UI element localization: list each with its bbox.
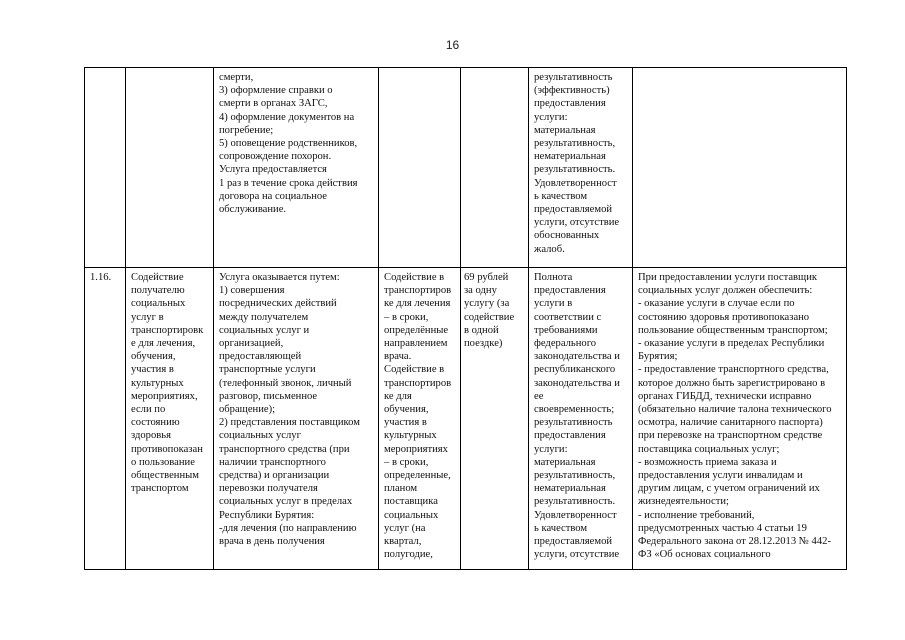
text-line: врача в день получения <box>219 536 325 548</box>
text-line: услугу (за <box>464 298 510 310</box>
text-line: социальных <box>384 509 439 521</box>
text-line: договора на социальное <box>219 190 328 202</box>
text-line: поставщика <box>384 496 438 508</box>
text-line: услуг (на <box>384 522 426 534</box>
service-name-cell <box>126 268 214 570</box>
text-line: Удовлетворенност <box>534 509 617 521</box>
text-line: противопоказан <box>131 443 203 455</box>
text-line: Республики Бурятия: <box>219 509 315 521</box>
text-line: 1) совершения <box>219 285 285 297</box>
text-line: обслуживание. <box>219 204 287 216</box>
text-line: (эффективность) <box>534 85 610 97</box>
text-line: предоставления услуги инвалидам и <box>638 470 803 482</box>
text-line: направлением <box>384 338 448 350</box>
service-name-cell <box>126 68 214 268</box>
text-line: - оказание услуги в пределах Республики <box>638 338 825 350</box>
text-line: Бурятия; <box>638 351 678 363</box>
text-line: о пользование <box>131 456 195 468</box>
text-line: определённые <box>384 324 449 336</box>
text-line: результативность <box>534 417 613 429</box>
text-line: обоснованных <box>534 230 600 242</box>
text-line: полугодие, <box>384 549 433 561</box>
text-line: определенные, <box>384 470 451 482</box>
text-line: услуг в <box>131 311 164 323</box>
text-line: При предоставлении услуги поставщик <box>638 272 818 283</box>
text-line: транспортные услуги <box>219 364 316 376</box>
text-line: социальных услуг и <box>219 324 310 336</box>
text-line: жизнедеятельности; <box>638 496 729 508</box>
description-cell <box>214 268 379 570</box>
text-line: общественным <box>131 470 199 482</box>
text-line: - исполнение требований, <box>638 509 755 521</box>
text-line: предоставляемой <box>534 536 613 548</box>
text-line: услуги, отсутствие <box>534 549 620 561</box>
text-line: сопровождение похорон. <box>219 151 332 163</box>
text-line: материальная <box>534 124 596 136</box>
text-line: транспортного средства (при <box>219 443 350 455</box>
text-line: погребение; <box>219 124 274 136</box>
text-line: ке для лечения <box>384 298 451 310</box>
conditions-cell <box>633 68 847 268</box>
text-line: транспортиров <box>384 285 452 297</box>
text-line: требованиями <box>534 324 598 336</box>
indicators-cell <box>529 268 633 570</box>
text-line: - предоставление транспортного средства, <box>638 364 829 376</box>
text-line: содействие <box>464 311 515 323</box>
terms-cell <box>379 268 461 570</box>
text-line: Услуга предоставляется <box>219 164 327 176</box>
indicators-cell <box>529 68 633 268</box>
text-line: своевременность; <box>534 404 615 416</box>
text-line: ь качеством <box>534 190 588 202</box>
text-line: организацией, <box>219 338 284 350</box>
text-line: 5) оповещение родственников, <box>219 138 358 150</box>
text-line: соответствии с <box>534 311 602 323</box>
text-line: транспортом <box>131 483 189 495</box>
text-line: участия в <box>131 364 174 376</box>
text-line: Содействие в <box>384 272 445 283</box>
text-line: в одной <box>464 324 499 336</box>
text-line: обучения, <box>131 351 176 363</box>
text-line: - оказание услуги в случае если по <box>638 298 795 310</box>
text-line: состоянию <box>131 417 180 429</box>
text-line: (телефонный звонок, личный <box>219 377 352 389</box>
description-cell <box>214 68 379 268</box>
text-line: результативность, <box>534 470 616 482</box>
text-line: Содействие <box>131 272 184 283</box>
text-line: перевозки получателя <box>219 483 318 495</box>
table-row <box>85 68 847 268</box>
text-line: федерального <box>534 338 597 350</box>
text-line: социальных <box>131 298 186 310</box>
text-line: результативность <box>534 72 613 83</box>
text-line: если по <box>131 404 166 416</box>
text-line: обращение); <box>219 404 276 416</box>
text-line: – в сроки, <box>384 311 429 323</box>
text-line: 2) представления поставщиком <box>219 417 360 429</box>
text-line: наличии транспортного <box>219 456 326 468</box>
text-line: законодательства и <box>534 377 620 389</box>
text-line: социальных услуг должен обеспечить: <box>638 285 813 297</box>
text-line: мероприятиях <box>384 443 448 455</box>
text-line: республиканского <box>534 364 616 376</box>
text-line: культурных <box>131 377 184 389</box>
text-line: осмотра, наличие санитарного паспорта) <box>638 417 823 429</box>
text-line: смерти, <box>219 72 254 83</box>
table-row <box>85 268 847 570</box>
text-line: е для лечения, <box>131 338 196 350</box>
text-line: (обязательно наличие талона технического <box>638 404 832 416</box>
text-line: транспортировк <box>131 324 204 336</box>
text-line: которое должно быть зарегистрировано в <box>638 377 826 389</box>
text-line: ФЗ «Об основах социального <box>638 549 771 561</box>
text-line: услуги: <box>534 443 568 455</box>
text-line: 4) оформление документов на <box>219 111 355 123</box>
text-line: врача. <box>384 351 412 363</box>
text-line: нематериальная <box>534 151 606 163</box>
text-line: 1 раз в течение срока действия <box>219 177 358 189</box>
text-line: результативность, <box>534 138 616 150</box>
text-line: участия в <box>384 417 427 429</box>
text-line: транспортиров <box>384 377 452 389</box>
text-line: органах ГИБДД, технически исправно <box>638 390 812 402</box>
text-line: - возможность приема заказа и <box>638 456 777 468</box>
row-number-cell <box>85 68 126 268</box>
text-line: между получателем <box>219 311 309 323</box>
text-line: Полнота <box>534 272 573 283</box>
text-line: пользование общественным транспортом; <box>638 324 828 336</box>
text-line: результативность. <box>534 164 616 176</box>
text-line: Содействие в <box>384 364 445 376</box>
text-line: обучения, <box>384 404 429 416</box>
text-line: за одну <box>464 285 497 297</box>
text-line: разговор, письменное <box>219 390 318 402</box>
text-line: жалоб. <box>534 243 565 255</box>
row-number-cell: 1.16. <box>85 268 126 570</box>
terms-cell <box>379 68 461 268</box>
text-line: предоставления <box>534 98 606 110</box>
text-line: -для лечения (по направлению <box>219 522 357 534</box>
text-line: 69 рублей <box>464 272 509 283</box>
text-line: ь качеством <box>534 522 588 534</box>
text-line: услуги: <box>534 111 568 123</box>
page-number: 16 <box>445 38 460 52</box>
text-line: предоставления <box>534 430 606 442</box>
text-line: материальная <box>534 456 596 468</box>
text-line: – в сроки, <box>384 456 429 468</box>
text-line: состоянию здоровья противопоказано <box>638 311 810 323</box>
text-line: ке для <box>384 390 412 402</box>
text-line: мероприятиях, <box>131 390 198 402</box>
text-line: при перевозке на транспортном средстве <box>638 430 823 442</box>
text-line: квартал, <box>384 536 422 548</box>
text-line: предоставляемой <box>534 204 613 216</box>
text-line: смерти в органах ЗАГС, <box>219 98 328 110</box>
text-line: ее <box>534 390 544 402</box>
text-line: культурных <box>384 430 437 442</box>
text-line: здоровья <box>131 430 171 442</box>
text-line: законодательства и <box>534 351 620 363</box>
text-line: услуги, отсутствие <box>534 217 620 229</box>
text-line: средства) и организации <box>219 470 330 482</box>
text-line: услуги в <box>534 298 573 310</box>
cost-cell <box>461 68 529 268</box>
cost-cell <box>461 268 529 570</box>
text-line: Федерального закона от 28.12.2013 № 442- <box>638 536 831 548</box>
text-line: Удовлетворенност <box>534 177 617 189</box>
text-line: другим лицам, с учетом ограничений их <box>638 483 820 495</box>
text-line: нематериальная <box>534 483 606 495</box>
text-line: социальных услуг <box>219 430 301 442</box>
conditions-cell <box>633 268 847 570</box>
text-line: предусмотренных частью 4 статьи 19 <box>638 522 807 534</box>
text-line: поездке) <box>464 338 503 350</box>
text-line: предоставления <box>534 285 606 297</box>
text-line: социальных услуг в пределах <box>219 496 353 508</box>
text-line: получателю <box>131 285 185 297</box>
text-line: Услуга оказывается путем: <box>219 272 340 283</box>
text-line: предоставляющей <box>219 351 302 363</box>
text-line: планом <box>384 483 418 495</box>
text-line: поставщика социальных услуг; <box>638 443 780 455</box>
text-line: 3) оформление справки о <box>219 85 333 97</box>
text-line: результативность. <box>534 496 616 508</box>
services-table <box>84 67 847 570</box>
text-line: посреднических действий <box>219 298 337 310</box>
